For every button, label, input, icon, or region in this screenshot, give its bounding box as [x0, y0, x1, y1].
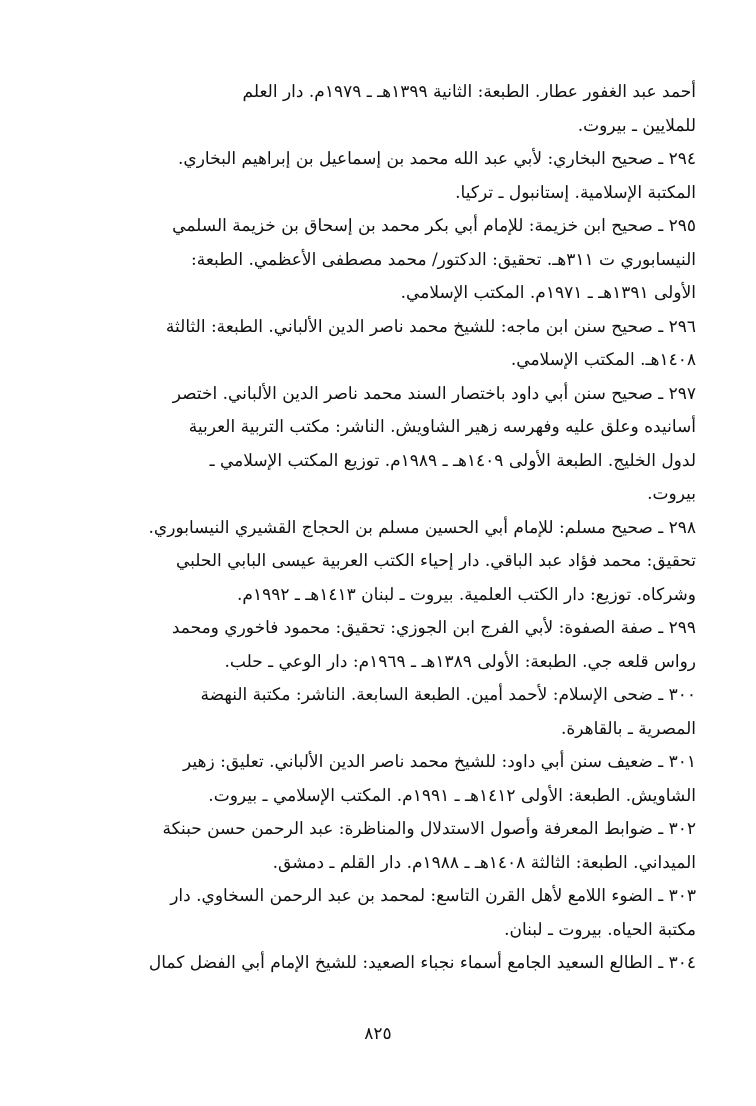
text-line: ٢٩٦ ـ صحيح سنن ابن ماجه: للشيخ محمد ناصر الدين الألباني. الطبعة: الثالثة [165, 316, 696, 337]
text-line: المصرية ـ بالقاهرة. [560, 718, 696, 739]
text-line: ٢٩٥ ـ صحيح ابن خزيمة: للإمام أبي بكر محمد بن إسحاق بن خزيمة السلمي [172, 216, 696, 236]
text-line: ٣٠٣ ـ الضوء اللامع لأهل القرن التاسع: لمحمد بن عبد الرحمن السخاوي. دار [170, 886, 696, 906]
text-line: رواس قلعه جي. الطبعة: الأولى ١٣٨٩هـ ـ ١٩٦٩م: دار الوعي ـ حلب. [224, 651, 696, 672]
text-line: الميداني. الطبعة: الثالثة ١٤٠٨هـ ـ ١٩٨٨م. دار القلم ـ دمشق. [272, 852, 696, 873]
bibliography-text [76, 76, 696, 981]
page-number: ٨٢٥ [364, 1024, 392, 1044]
text-line: النيسابوري ت ٣١١هـ. تحقيق: الدكتور/ محمد مصطفى الأعظمي. الطبعة: [191, 249, 696, 270]
text-line: تحقيق: محمد فؤاد عبد الباقي. دار إحياء الكتب العربية عيسى البابي الحلبي [175, 551, 696, 571]
text-line: لدول الخليج. الطبعة الأولى ١٤٠٩هـ ـ ١٩٨٩م. توزيع المكتب الإسلامي ـ [209, 450, 696, 471]
text-line: الأولى ١٣٩١هـ ـ ١٩٧١م. المكتب الإسلامي. [400, 283, 696, 303]
text-line: ٣٠١ ـ ضعيف سنن أبي داود: للشيخ محمد ناصر الدين الألباني. تعليق: زهير [183, 752, 696, 772]
text-line: ٣٠٢ ـ ضوابط المعرفة وأصول الاستدلال والمناظرة: عبد الرحمن حسن حبنكة [162, 819, 696, 839]
text-line: ٣٠٠ ـ ضحى الإسلام: لأحمد أمين. الطبعة السابعة. الناشر: مكتبة النهضة [200, 685, 696, 705]
text-line: ١٤٠٨هـ. المكتب الإسلامي. [510, 350, 696, 370]
text-line: ٢٩٧ ـ صحيح سنن أبي داود باختصار السند محمد ناصر الدين الألباني. اختصر [172, 383, 696, 404]
text-line: وشركاه. توزيع: دار الكتب العلمية. بيروت ـ لبنان ١٤١٣هـ ـ ١٩٩٢م. [237, 584, 696, 605]
text-line: مكتبة الحياه. بيروت ـ لبنان. [504, 919, 696, 940]
text-line: ٢٩٩ ـ صفة الصفوة: لأبي الفرج ابن الجوزي: تحقيق: محمود فاخوري ومحمد [171, 618, 696, 638]
text-line: الشاويش. الطبعة: الأولى ١٤١٢هـ ـ ١٩٩١م. المكتب الإسلامي ـ بيروت. [208, 785, 696, 806]
text-line: ٢٩٨ ـ صحيح مسلم: للإمام أبي الحسين مسلم بن الحجاج القشيري النيسابوري. [148, 517, 696, 538]
text-line: أسانيده وعلق عليه وفهرسه زهير الشاويش. الناشر: مكتب التربية العربية [188, 417, 696, 437]
text-line: أحمد عبد الغفور عطار. الطبعة: الثانية ١٣٩٩هـ ـ ١٩٧٩م. دار العلم [242, 82, 696, 102]
text-line: ٣٠٤ ـ الطالع السعيد الجامع أسماء نجباء الصعيد: للشيخ الإمام أبي الفضل كمال [148, 953, 696, 973]
text-line: المكتبة الإسلامية. إستانبول ـ تركيا. [455, 182, 696, 203]
text-line: ٢٩٤ ـ صحيح البخاري: لأبي عبد الله محمد بن إسماعيل بن إبراهيم البخاري. [178, 149, 696, 169]
text-line: بيروت. [647, 484, 696, 504]
text-line: للملايين ـ بيروت. [577, 115, 696, 136]
